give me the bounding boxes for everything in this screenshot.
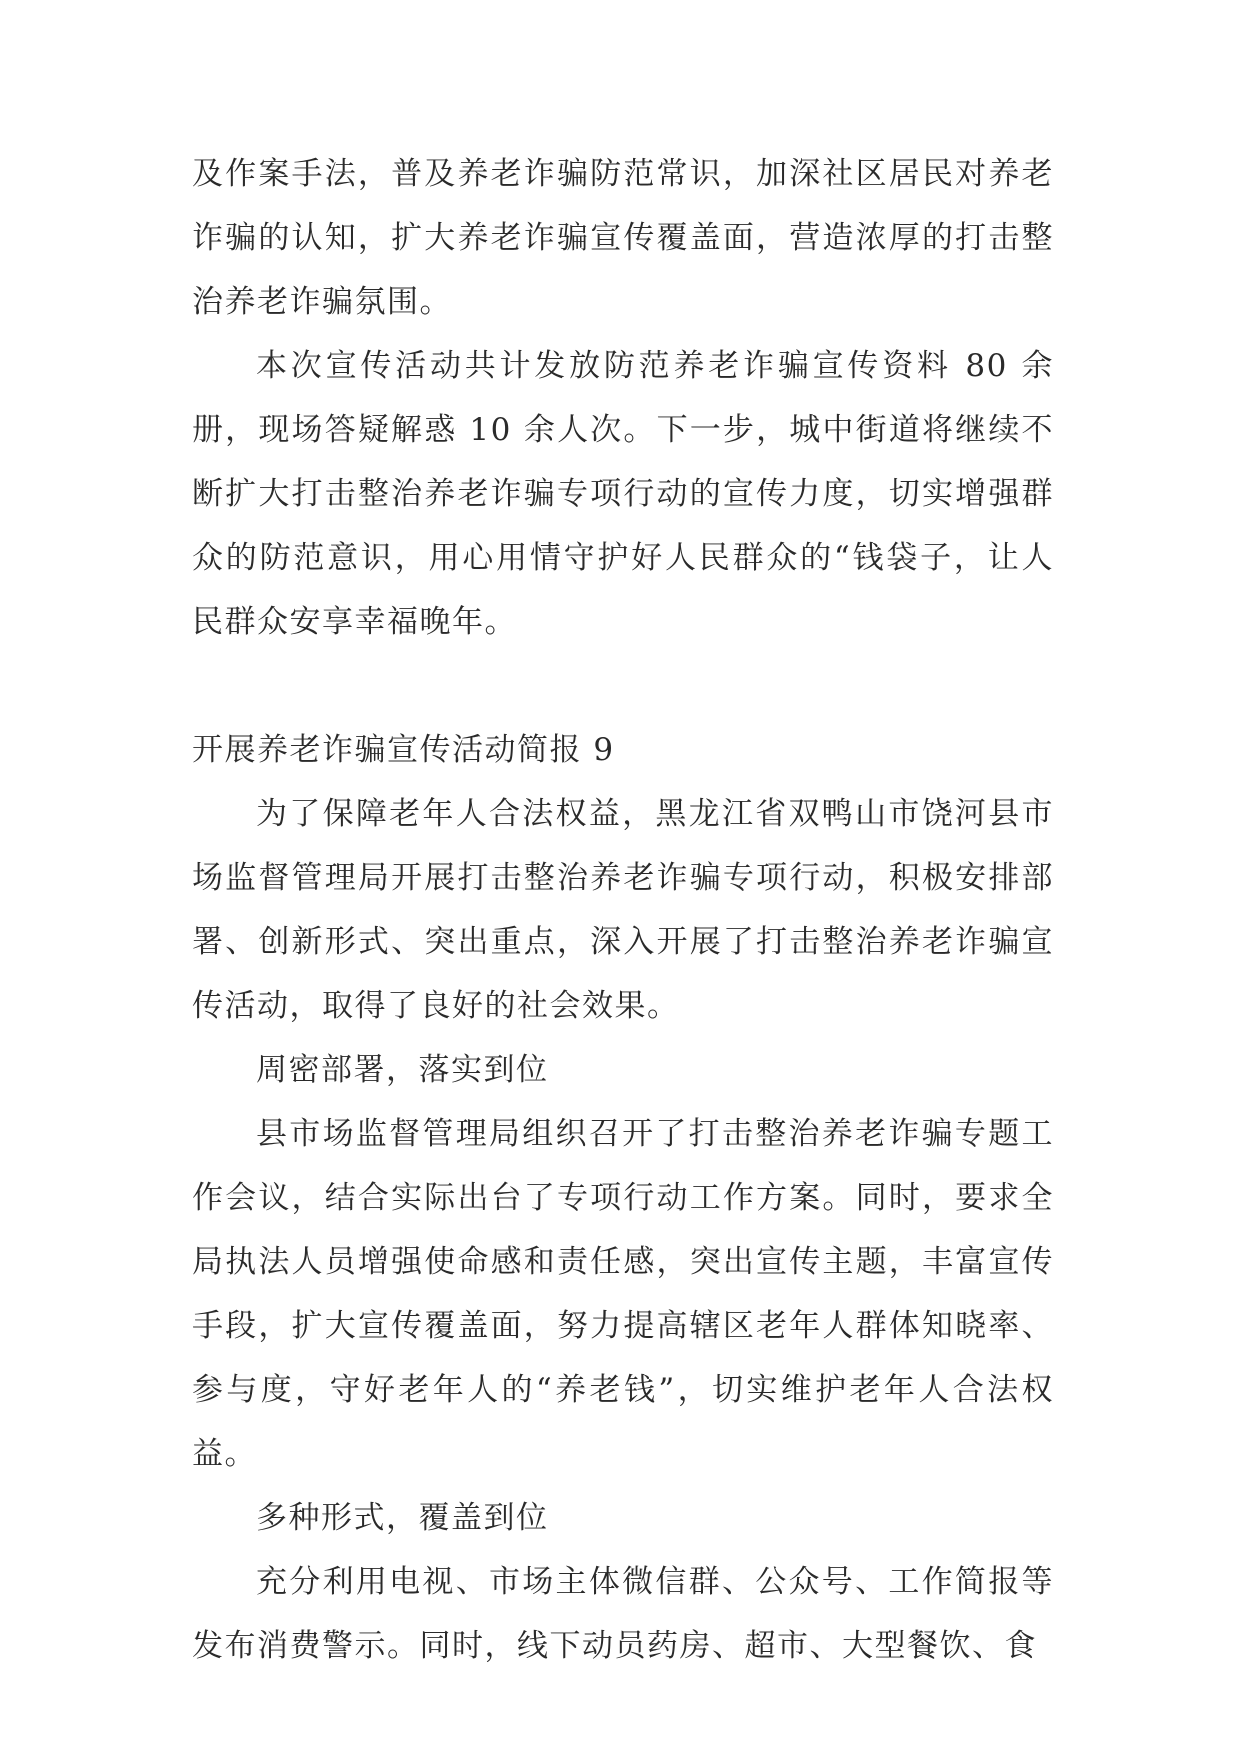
paragraph-intro: 为了保障老年人合法权益，黑龙江省双鸭山市饶河县市场监督管理局开展打击整治养老诈骗专项行动，积极安排部署、创新形式、突出重点，深入开展了打击整治养老诈骗宣传活动，取得了良好的社会效果。 [192,796,1054,1024]
paragraph-deployment: 县市场监督管理局组织召开了打击整治养老诈骗专题工作会议，结合实际出台了专项行动工作方案。同时，要求全局执法人员增强使命感和责任感，突出宣传主题，丰富宣传手段，扩大宣传覆盖面，努力提高辖区老年人群体知晓率、参与度，守好老年人的“养老钱”，切实维护老年人合法权益。 [192,1116,1054,1472]
section-title: 开展养老诈骗宣传活动简报 9 [192,732,615,768]
paragraph-forms: 充分利用电视、市场主体微信群、公众号、工作简报等发布消费警示。同时，线下动员药房、超市、大型餐饮、食 [192,1564,1054,1664]
paragraph-continued: 及作案手法，普及养老诈骗防范常识，加深社区居民对养老诈骗的认知，扩大养老诈骗宣传覆盖面，营造浓厚的打击整治养老诈骗氛围。 [192,156,1054,320]
subheading-deployment: 周密部署，落实到位 [256,1052,549,1088]
paragraph-gap [192,654,1054,718]
subheading-forms: 多种形式，覆盖到位 [256,1500,549,1536]
document-page [192,142,1054,1678]
paragraph-summary: 本次宣传活动共计发放防范养老诈骗宣传资料 80 余册，现场答疑解惑 10 余人次。下一步，城中街道将继续不断扩大打击整治养老诈骗专项行动的宣传力度，切实增强群众的防范意识，用心用情守护好人民群众的“钱袋子，让人民群众安享幸福晚年。 [192,348,1054,640]
